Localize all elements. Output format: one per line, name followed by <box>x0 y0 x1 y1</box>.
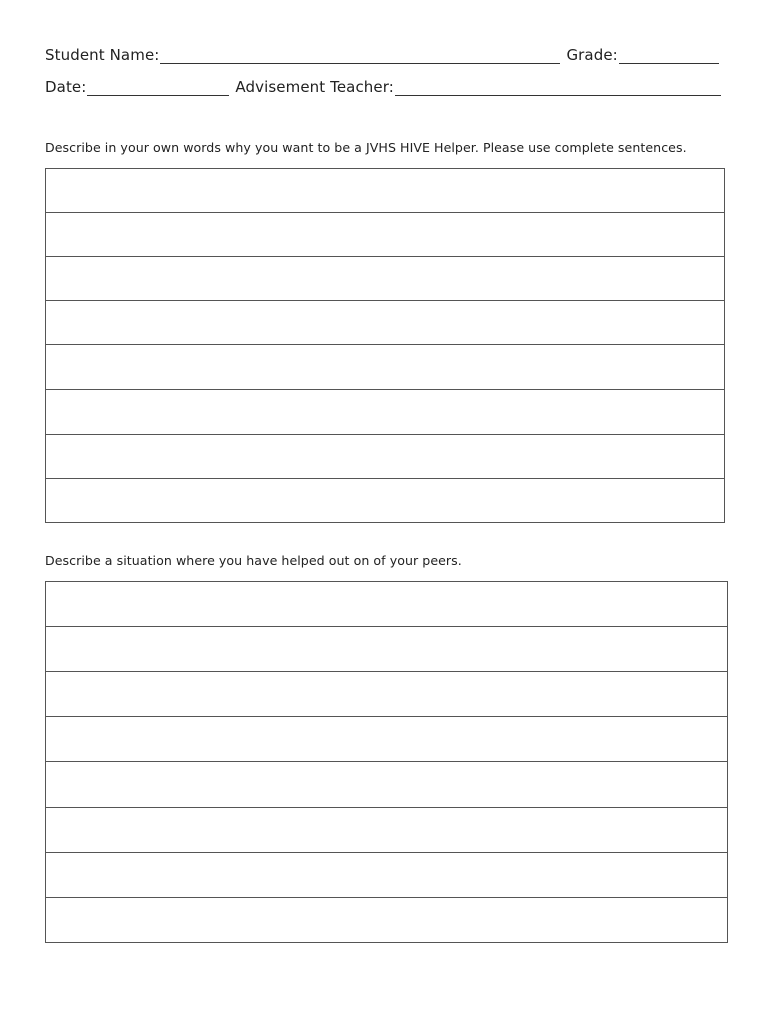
answer-line <box>46 344 724 345</box>
answer-line <box>46 212 724 213</box>
answer-line <box>46 897 727 898</box>
answer-line <box>46 478 724 479</box>
answer-line <box>46 256 724 257</box>
date-teacher-row <box>45 78 721 96</box>
date-label: Date: <box>45 78 87 96</box>
advisement-teacher-field[interactable] <box>395 78 721 96</box>
student-name-field[interactable] <box>160 46 560 64</box>
answer-line <box>46 807 727 808</box>
answer-line <box>46 300 724 301</box>
student-info-row <box>45 46 719 64</box>
answer-line <box>46 434 724 435</box>
grade-field[interactable] <box>619 46 719 64</box>
answer-line <box>46 626 727 627</box>
answer-line <box>46 389 724 390</box>
advisement-teacher-label: Advisement Teacher: <box>235 78 394 96</box>
answer-line <box>46 671 727 672</box>
question-2-prompt: Describe a situation where you have helped out on of your peers. <box>45 553 462 568</box>
answer-line <box>46 761 727 762</box>
grade-label: Grade: <box>566 46 618 64</box>
question-1-prompt: Describe in your own words why you want to be a JVHS HIVE Helper. Please use complete sentences. <box>45 140 687 155</box>
question-1-answer-box[interactable] <box>45 168 725 523</box>
student-name-label: Student Name: <box>45 46 160 64</box>
answer-line <box>46 716 727 717</box>
answer-line <box>46 852 727 853</box>
question-2-answer-box[interactable] <box>45 581 728 943</box>
date-field[interactable] <box>87 78 229 96</box>
